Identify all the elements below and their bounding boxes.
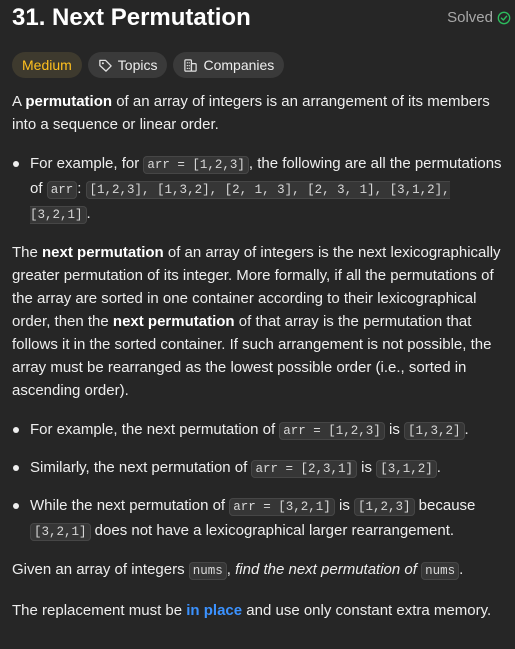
text: For example, the next permutation of: [30, 421, 280, 438]
in-place-link[interactable]: in place: [186, 602, 243, 619]
text: is: [384, 421, 404, 438]
text: Similarly, the next permutation of: [30, 459, 252, 476]
list-item: [30, 418, 511, 443]
inline-code: nums: [189, 562, 227, 580]
list-item: [30, 152, 511, 227]
topics-button[interactable]: [88, 52, 168, 78]
text: is: [357, 459, 377, 476]
difficulty-badge[interactable]: [12, 52, 82, 78]
difficulty-label: Medium: [22, 56, 72, 73]
text: .: [86, 205, 91, 222]
example-list: [12, 152, 511, 227]
inline-code: nums: [421, 562, 459, 580]
text: of an array of integers is an arrangement of its members into a sequence or linear order.: [12, 93, 490, 133]
text: because: [414, 497, 476, 514]
inline-code: arr = [3,2,1]: [229, 498, 335, 516]
text: The: [12, 244, 43, 261]
inline-code: [1,3,2]: [404, 422, 465, 440]
bold-term: next permutation: [42, 244, 164, 261]
inline-code: arr: [47, 181, 78, 199]
text: For example, for: [30, 155, 144, 172]
description-paragraph: [12, 599, 511, 622]
text: .: [459, 561, 464, 578]
description-paragraph: [12, 241, 511, 402]
solved-status: [447, 6, 511, 29]
inline-code: arr = [1,2,3]: [143, 156, 249, 174]
inline-code: arr = [1,2,3]: [279, 422, 385, 440]
inline-code: [3,1,2]: [376, 460, 437, 478]
bold-term: next permutation: [112, 313, 235, 330]
tag-icon: [98, 58, 113, 73]
problem-description: [12, 90, 515, 622]
text: :: [77, 180, 86, 197]
inline-code: [1,2,3]: [354, 498, 415, 516]
bold-term: permutation: [25, 93, 113, 110]
building-icon: [183, 58, 198, 73]
text: While the next permutation of: [30, 497, 230, 514]
problem-header: [12, 0, 515, 36]
inline-code: [1,2,3], [1,3,2], [2, 1, 3], [2, 3, 1], [3,1,2], [3,2,1]: [30, 183, 450, 222]
text: , the following are all the permutations of: [30, 155, 502, 197]
list-item: [30, 494, 511, 544]
text: does not have a lexicographical larger rearrangement.: [90, 522, 455, 539]
description-paragraph: [12, 90, 511, 136]
text: and use only constant extra memory.: [242, 602, 492, 619]
text: .: [464, 421, 469, 438]
tag-row: [12, 52, 515, 78]
companies-label: Companies: [203, 56, 275, 73]
check-circle-icon: [497, 11, 511, 25]
companies-button[interactable]: [173, 52, 284, 78]
solved-label: Solved: [447, 9, 493, 26]
text: of that array is the permutation that follows it in the sorted container. If such arrangement is not possible, the array must be rearranged as the lowest possible order (i.e., sorted in ascending order).: [12, 313, 492, 399]
text: Given an array of integers: [12, 561, 189, 578]
inline-code: arr = [2,3,1]: [251, 460, 357, 478]
text: is: [334, 497, 354, 514]
list-item: [30, 456, 511, 481]
text: The replacement must be: [12, 602, 187, 619]
example-list: [12, 418, 511, 544]
description-paragraph: [12, 558, 511, 583]
text: of an array of integers is the next lexicographically greater permutation of its integer. More formally, if all the permutations of the array are sorted in one container according to their lexicographical order, then the: [12, 244, 501, 330]
topics-label: Topics: [117, 56, 158, 73]
text: A: [12, 93, 26, 110]
inline-code: [3,2,1]: [30, 523, 91, 541]
text: .: [436, 459, 441, 476]
text: ,: [226, 561, 236, 578]
problem-title[interactable]: 31. Next Permutation: [12, 4, 251, 31]
italic-text: find the next permutation of: [235, 561, 417, 578]
